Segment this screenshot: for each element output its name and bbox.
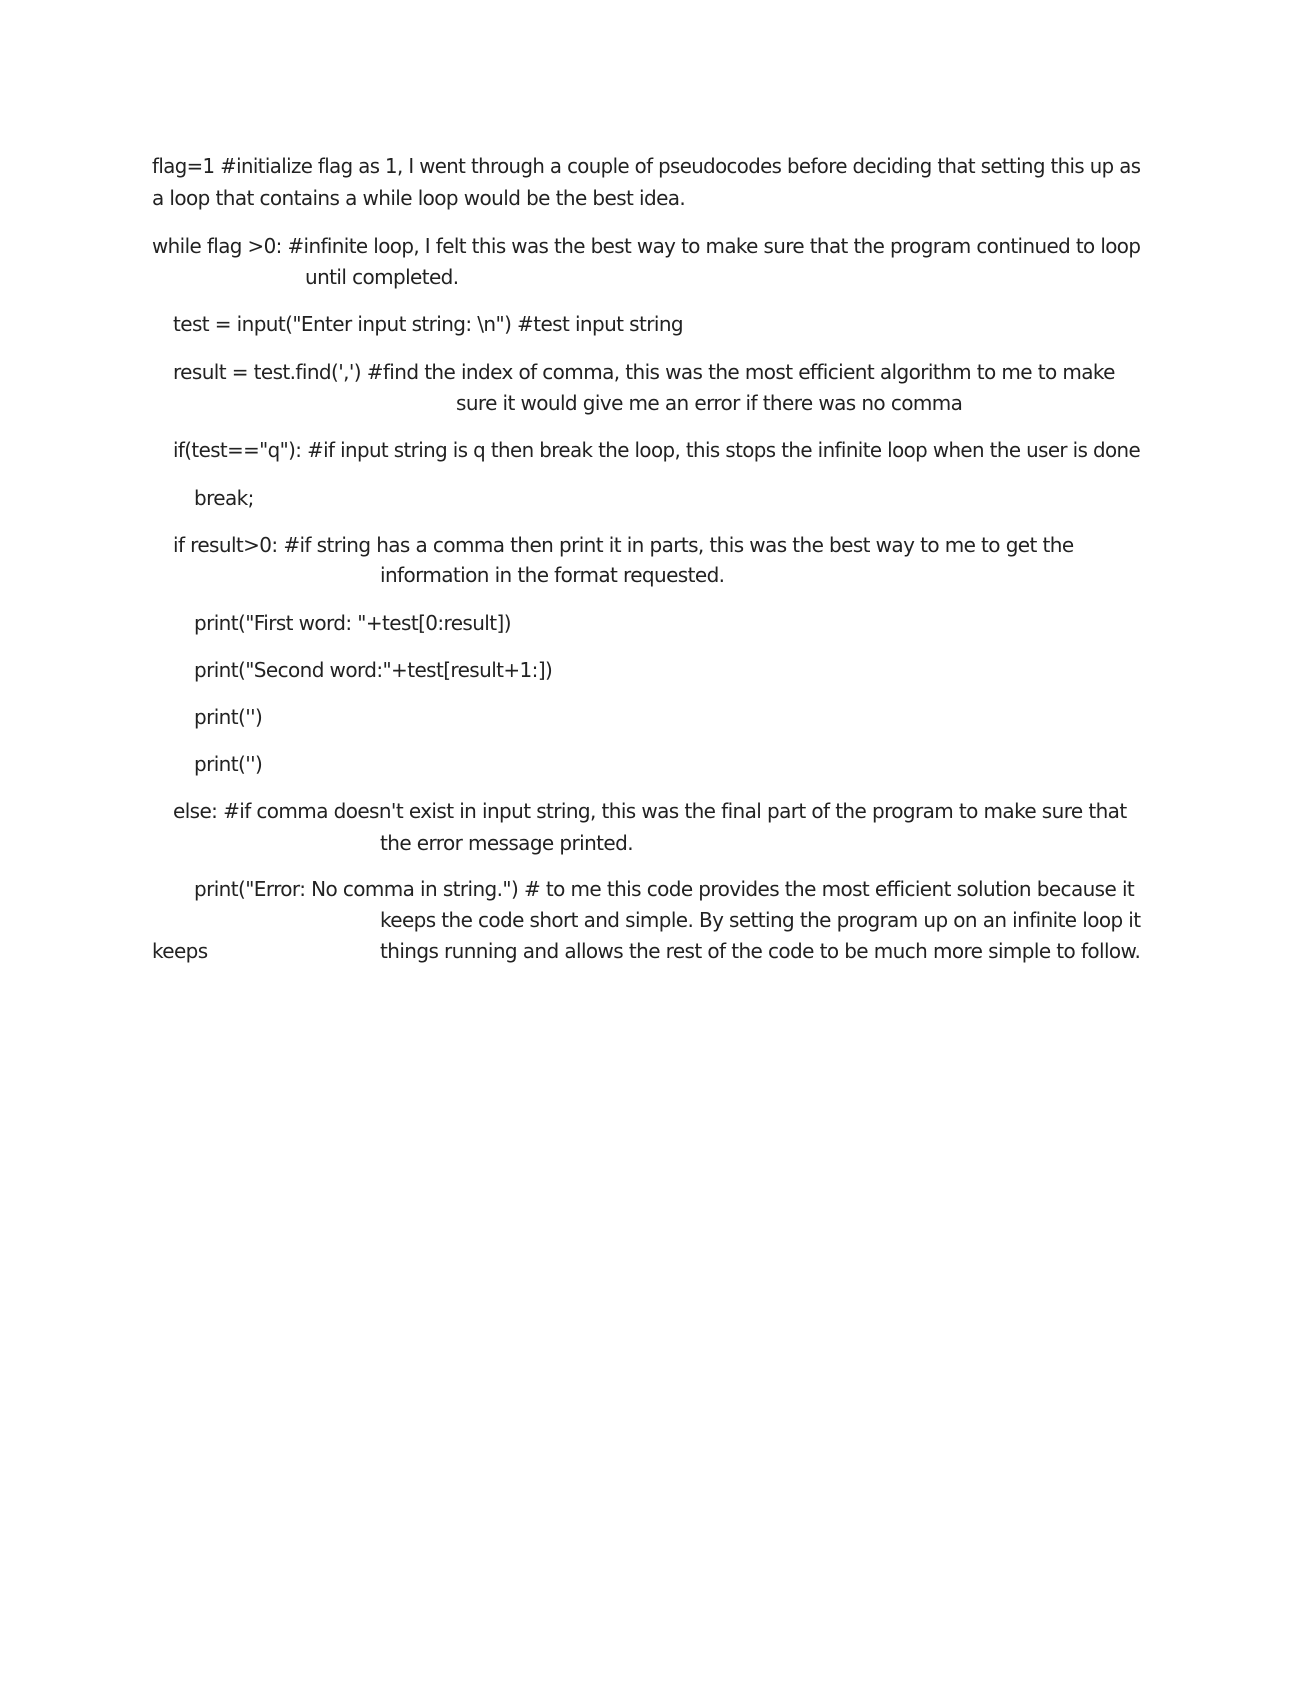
text-line: flag=1 #initialize flag as 1, I went through a couple of pseudocodes before deciding that setting this up as — [152, 154, 1141, 178]
text-line: sure it would give me an error if there was no comma — [456, 391, 963, 415]
text-line: else: #if comma doesn't exist in input string, this was the final part of the program to make sure that — [173, 799, 1127, 823]
text-line: while flag >0: #infinite loop, I felt this was the best way to make sure that the program continued to loop — [152, 234, 1141, 258]
text-line: print("Error: No comma in string.") # to me this code provides the most efficient solution because it — [194, 877, 1135, 901]
text-line: keeps — [152, 939, 208, 963]
text-line: print("First word: "+test[0:result]) — [194, 611, 511, 635]
text-line: result = test.find(',') #find the index of comma, this was the most efficient algorithm to me to make — [173, 360, 1115, 384]
text-line: if result>0: #if string has a comma then print it in parts, this was the best way to me to get the — [173, 533, 1074, 557]
text-line: print('') — [194, 705, 263, 729]
text-line: print('') — [194, 752, 263, 776]
text-line: a loop that contains a while loop would be the best idea. — [152, 186, 686, 210]
text-line: keeps the code short and simple. By setting the program up on an infinite loop it — [380, 908, 1141, 932]
text-line: information in the format requested. — [380, 563, 725, 587]
text-line: break; — [194, 486, 254, 510]
text-line: the error message printed. — [380, 831, 633, 855]
text-line: things running and allows the rest of the code to be much more simple to follow. — [380, 939, 1141, 963]
text-line: test = input("Enter input string: \n") #test input string — [173, 312, 683, 336]
text-line: print("Second word:"+test[result+1:]) — [194, 658, 553, 682]
text-line: until completed. — [305, 265, 459, 289]
text-line: if(test=="q"): #if input string is q then break the loop, this stops the infinite loop when the user is done — [173, 438, 1141, 462]
